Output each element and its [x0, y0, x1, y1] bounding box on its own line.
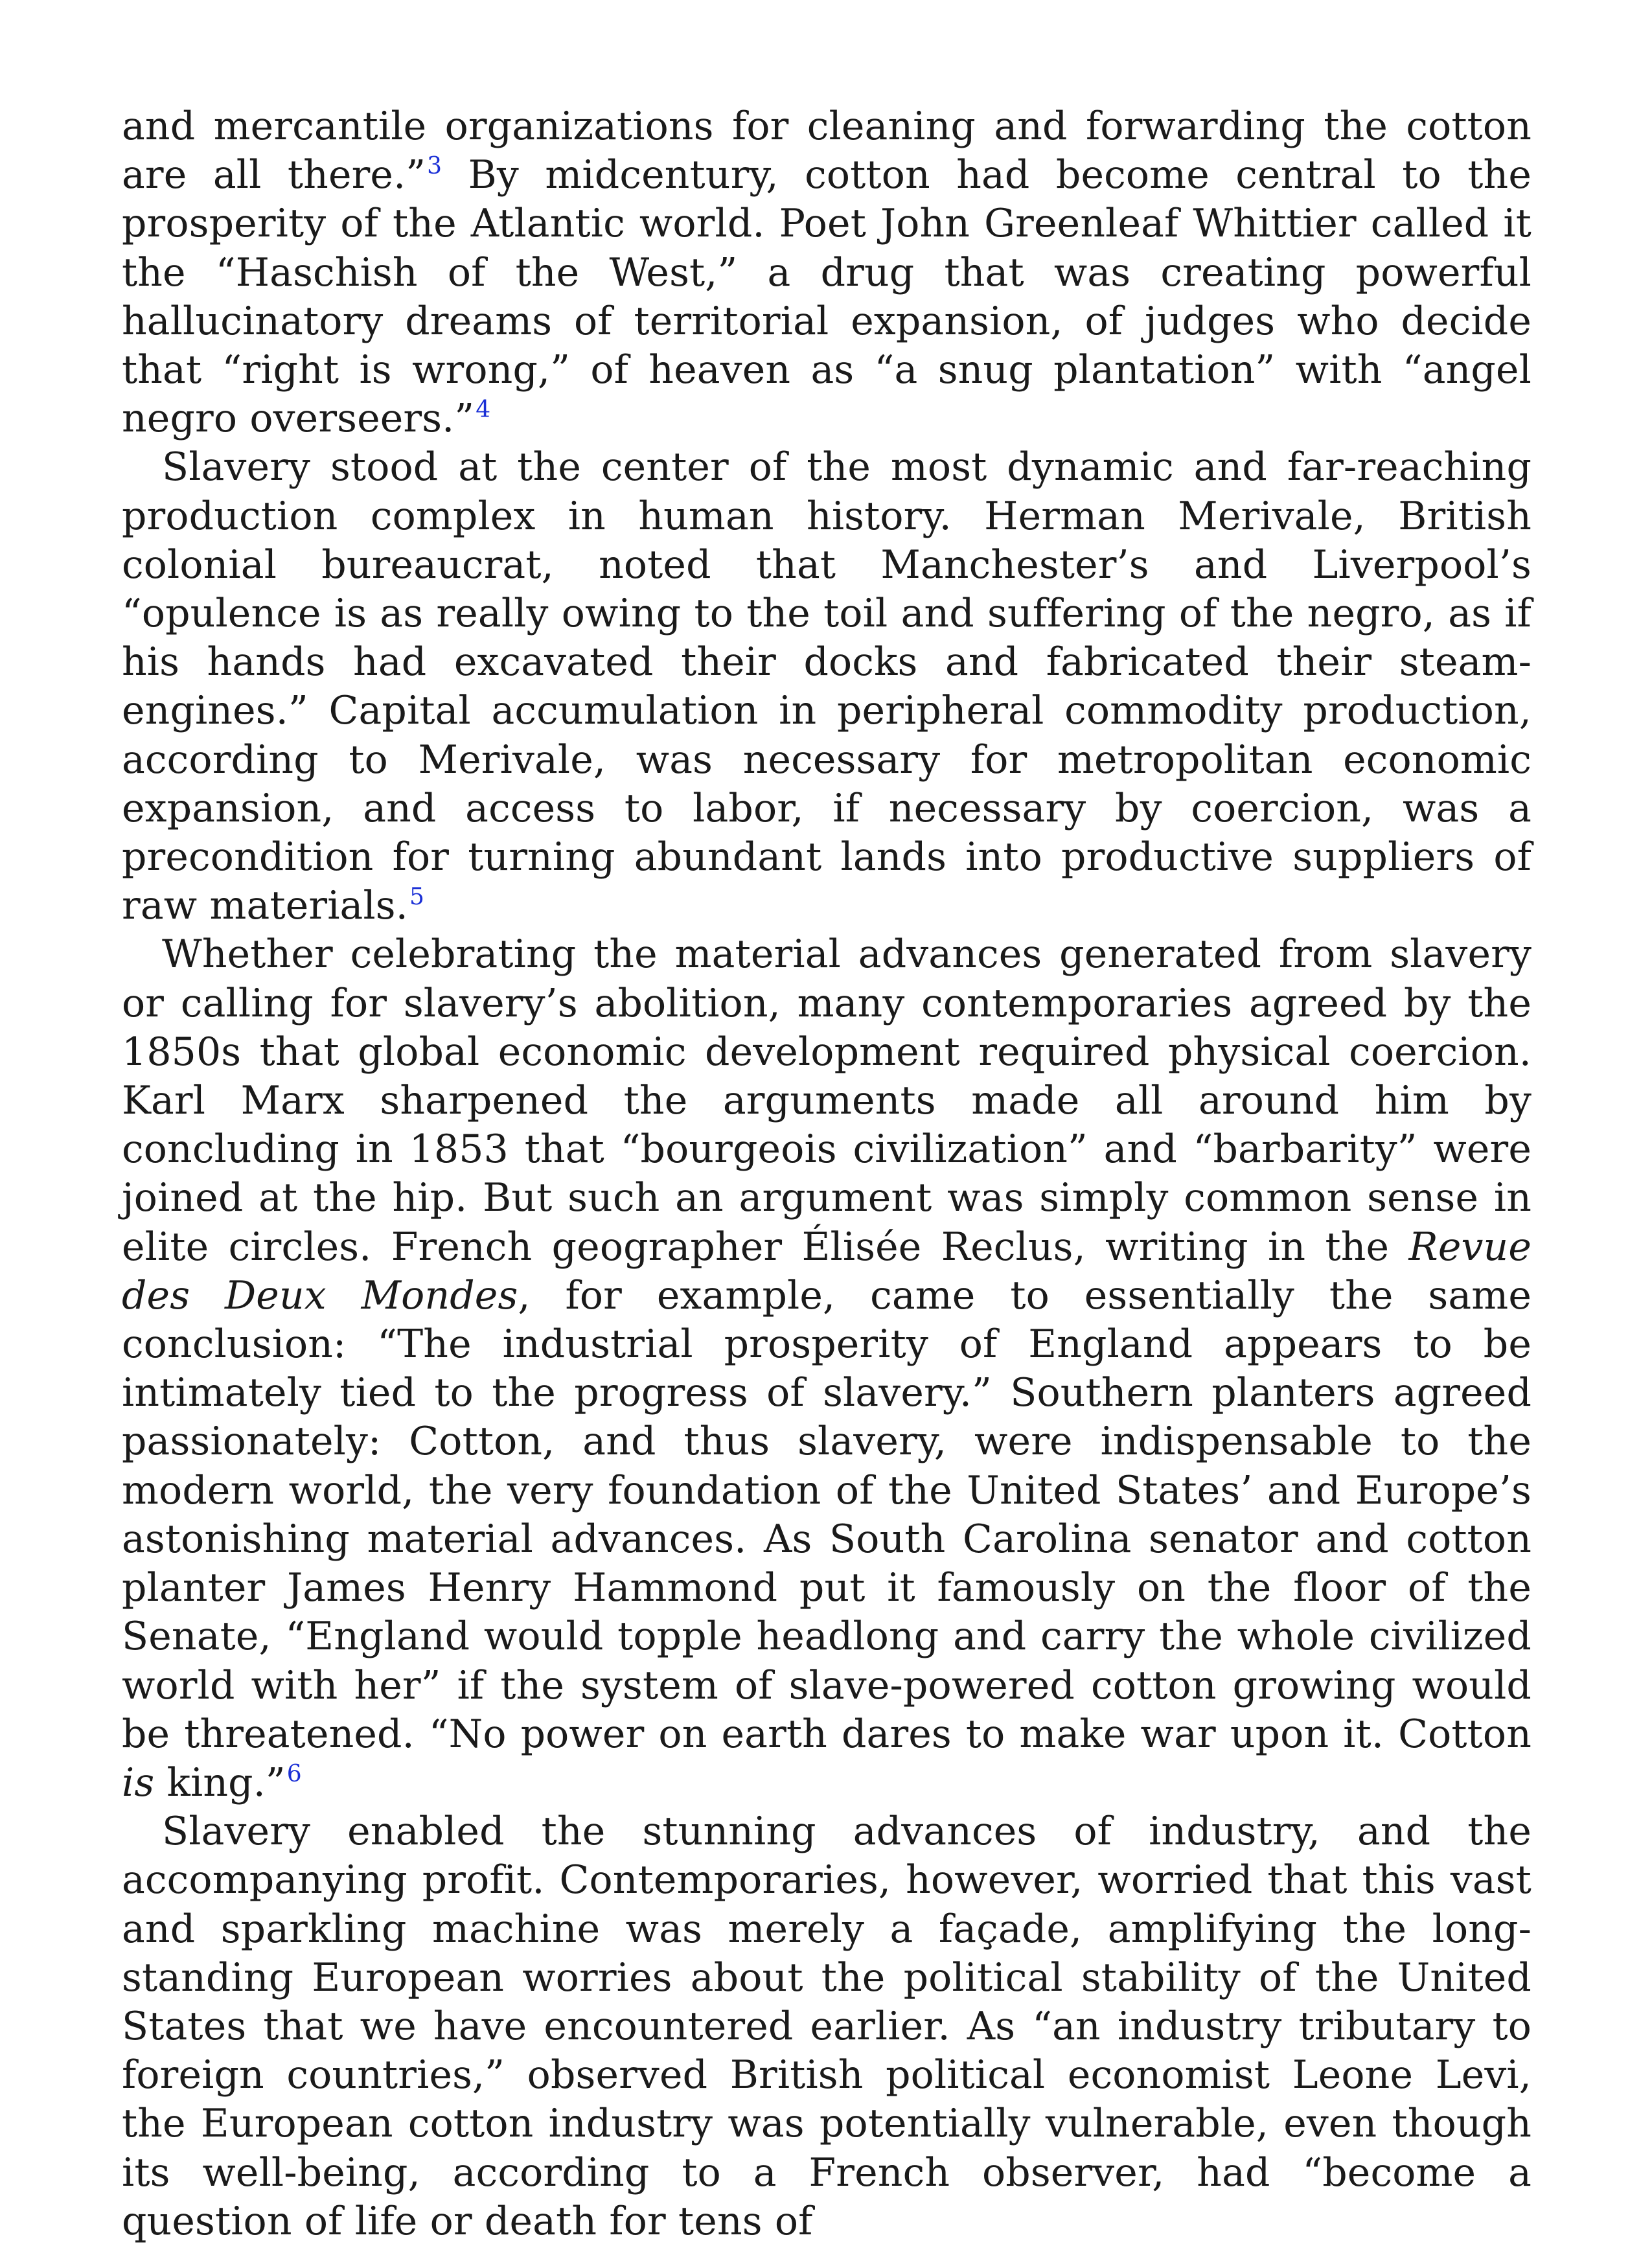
paragraph-text: and mercantile organizations for cleaning and forwarding the cotton are all there.”: [122, 104, 1532, 198]
paragraph-4: [122, 1807, 1532, 2246]
paragraph-text: Slavery stood at the center of the most dynamic and far-reaching production complex in human history. Herman Merivale, British colonial bureaucrat, noted that Manchester’s and Liverpool’s “opulence is as really owing to the toil and suffering of the negro, as if his hands had excavated their docks and fabricated their steam-engines.” Capital accumulation in peripheral commodity production, according to Merivale, was necessary for metropolitan economic expansion, and access to labor, if necessary by coercion, was a precondition for turning abundant lands into productive suppliers of raw materials.: [122, 444, 1532, 929]
paragraph-text: , for example, came to essentially the same conclusion: “The industrial prosperity of England appears to be intimately tied to the progress of slavery.” Southern planters agreed passionately: Cotton, and thus slavery, were indispensable to the modern world, the very foundation of the United States’ and Europe’s astonishing material advances. As South Carolina senator and cotton planter James Henry Hammond put it famously on the floor of the Senate, “England would topple headlong and carry the whole civilized world with her” if the system of slave-powered cotton growing would be threatened. “No power on earth dares to make war upon it. Cotton: [122, 1272, 1532, 1757]
italic-emphasis: is: [122, 1759, 155, 1805]
paragraph-3: [122, 930, 1532, 1807]
footnote-ref-5[interactable]: 5: [409, 884, 425, 911]
paragraph-text: By midcentury, cotton had become central to the prosperity of the Atlantic world. Poet John Greenleaf Whittier called it the “Haschish of the West,” a drug that was creating powerful hallucinatory dreams of territorial expansion, of judges who decide that “right is wrong,” of heaven as “a snug plantation” with “angel negro overseers.”: [122, 152, 1532, 442]
paragraph-2: [122, 443, 1532, 930]
document-page: [122, 102, 1532, 2246]
footnote-ref-6[interactable]: 6: [286, 1760, 302, 1787]
paragraph-text: king.”: [154, 1759, 286, 1805]
paragraph-1: [122, 102, 1532, 443]
paragraph-text: Whether celebrating the material advances generated from slavery or calling for slavery’s abolition, many contemporaries agreed by the 1850s that global economic development required physical coercion. Karl Marx sharpened the arguments made all around him by concluding in 1853 that “bourgeois civilization” and “barbarity” were joined at the hip. But such an argument was simply common sense in elite circles. French geographer Élisée Reclus, writing in the: [122, 932, 1532, 1270]
footnote-ref-3[interactable]: 3: [427, 153, 442, 180]
italic-title: Revue des Deux Mondes: [122, 1224, 1532, 1318]
paragraph-text: Slavery enabled the stunning advances of industry, and the accompanying profit. Contemporaries, however, worried that this vast and sparkling machine was merely a façade, amplifying the long-standing European worries about the political stability of the United States that we have encountered earlier. As “an industry tributary to foreign countries,” observed British political economist Leone Levi, the European cotton industry was potentially vulnerable, even though its well-being, according to a French observer, had “become a question of life or death for tens of: [122, 1809, 1532, 2244]
footnote-ref-4[interactable]: 4: [476, 396, 491, 424]
